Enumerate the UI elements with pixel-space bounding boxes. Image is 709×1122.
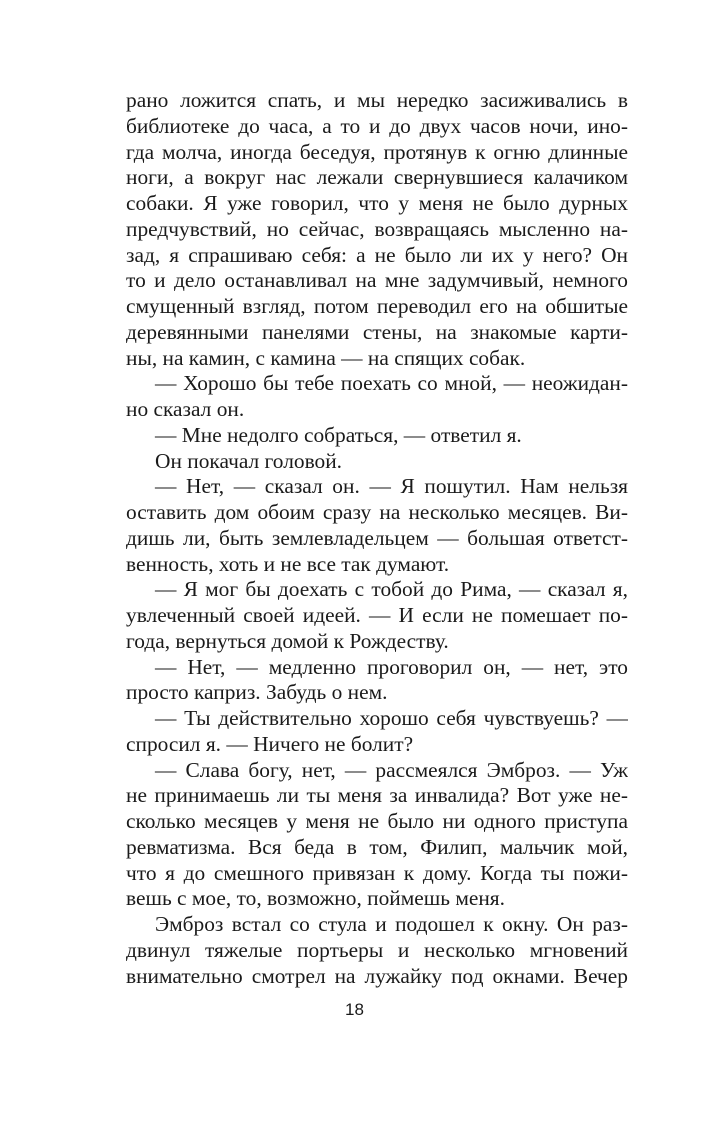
text-line: рано ложится спать, и мы нередко засиживались в (126, 88, 628, 112)
text-line: — Хорошо бы тебе поехать со мной, — неожидан- (155, 371, 628, 396)
text-line: сколько месяцев у меня не было ни одного приступа (126, 809, 628, 833)
text-line: — Нет, — сказал он. — Я пошутил. Нам нельзя (155, 474, 628, 499)
text-line: внимательно смотрел на лужайку под окнами. Вечер (126, 963, 628, 988)
text-line: ноги, а вокруг нас лежали свернувшиеся калачиком (126, 165, 628, 190)
text-line: — Слава богу, нет, — рассмеялся Эмброз. — Уж (155, 757, 628, 782)
page-number: 18 (345, 1000, 364, 1019)
text-line: — Мне недолго собраться, — ответил я. (155, 422, 522, 447)
text-line: увлеченный своей идеей. — И если не помешает по- (126, 603, 628, 627)
text-line: собаки. Я уже говорил, что у меня не было дурных (126, 191, 628, 215)
text-line: ны, на камин, с камина — на спящих собак. (126, 345, 526, 370)
text-line: просто каприз. Забудь о нем. (126, 680, 388, 705)
text-line: предчувствий, но сейчас, возвращаясь мысленно на- (126, 216, 628, 241)
text-line: но сказал он. (126, 397, 245, 421)
text-line: венность, хоть и не все так думают. (126, 551, 450, 576)
text-line: библиотеке до часа, а то и до двух часов ночи, ино- (126, 113, 628, 138)
text-line: Он покачал головой. (155, 448, 343, 473)
text-line: ревматизма. Вся беда в том, Филип, мальчик мой, (126, 834, 628, 859)
text-line: деревянными панелями стены, на знакомые карти- (126, 319, 628, 344)
text-line: что я до смешного привязан к дому. Когда ты пожи- (126, 860, 628, 885)
body-text (126, 88, 628, 989)
text-line: — Нет, — медленно проговорил он, — нет, это (155, 654, 628, 679)
text-line: двинул тяжелые портьеры и несколько мгновений (126, 937, 628, 962)
text-line: спросил я. — Ничего не болит? (126, 731, 414, 756)
text-line: — Я мог бы доехать с тобой до Рима, — сказал я, (155, 577, 628, 602)
text-line: не принимаешь ли ты меня за инвалида? Вот уже не- (126, 783, 628, 808)
text-line: зад, я спрашиваю себя: а не было ли их у него? Он (126, 242, 628, 267)
text-line: года, вернуться домой к Рождеству. (126, 628, 449, 653)
text-line: гда молча, иногда беседуя, протянув к огню длинные (126, 139, 628, 164)
text-line: дишь ли, быть землевладельцем — большая ответст- (126, 525, 628, 550)
text-line: Эмброз встал со стула и подошел к окну. Он раз- (155, 912, 628, 936)
text-line: смущенный взгляд, потом переводил его на обшитые (126, 294, 628, 318)
text-line: — Ты действительно хорошо себя чувствуешь? — (155, 706, 628, 730)
text-line: вешь с мое, то, возможно, поймешь меня. (126, 886, 505, 911)
text-line: то и дело останавливал на мне задумчивый, немного (126, 268, 628, 293)
text-line: оставить дом обоим сразу на несколько месяцев. Ви- (126, 500, 628, 524)
